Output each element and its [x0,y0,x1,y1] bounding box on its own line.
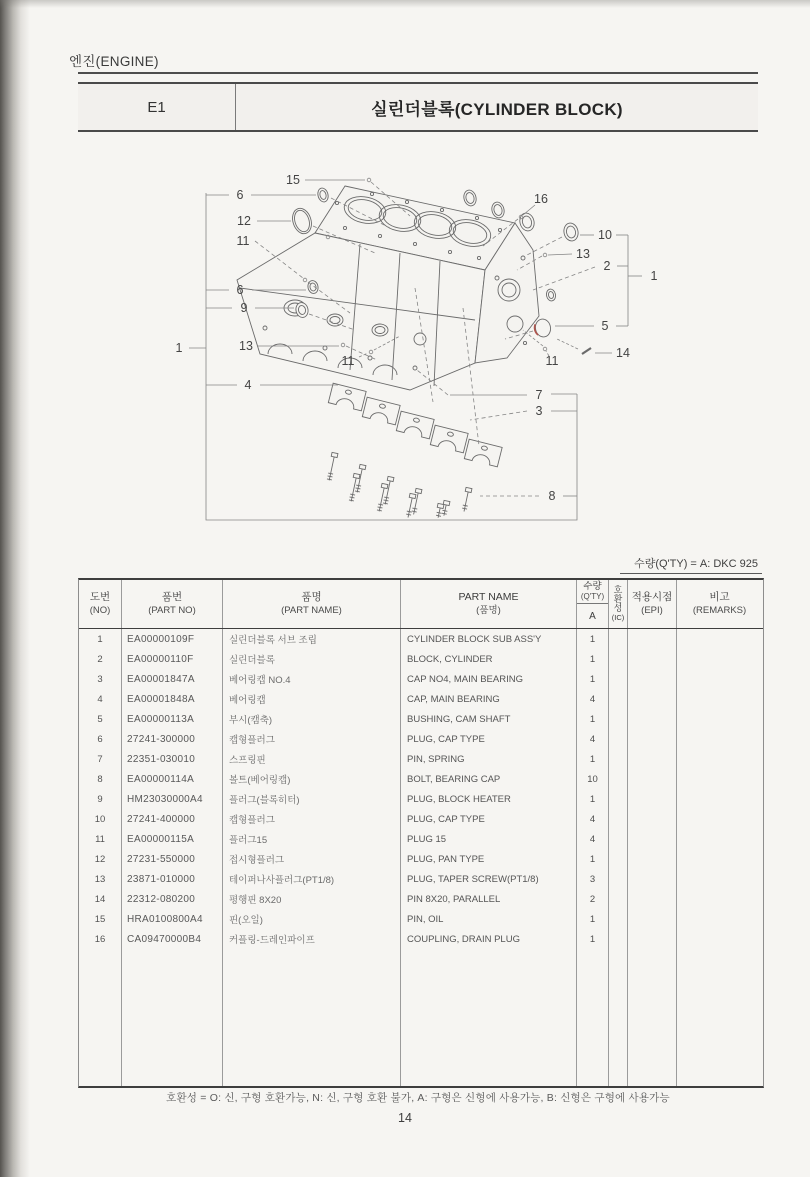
cell-name_en: PIN, SPRING [401,749,577,769]
callout-label: 7 [535,388,543,402]
cell-ic [609,749,628,769]
cell-qty: 1 [577,749,609,769]
callout-label: 16 [534,192,548,206]
cell-qty: 4 [577,829,609,849]
cell-part_no: 23871-010000 [122,869,223,889]
callout-label: 1 [175,341,183,355]
table-row [79,889,763,909]
table-row [79,789,763,809]
qty-subcolumn-a: A [589,610,596,622]
cell-epi [628,849,677,869]
table-row [79,669,763,689]
callout-label: 1 [650,269,658,283]
cell-no: 13 [79,869,122,889]
cap-bolts [326,452,472,518]
cell-name_en: PLUG, PAN TYPE [401,849,577,869]
cell-ic [609,849,628,869]
cell-name_ko: 플러그(블록히터) [223,789,401,809]
cell-ic [609,629,628,649]
cell-remarks [677,689,762,709]
cell-no: 7 [79,749,122,769]
cell-ic [609,709,628,729]
callout-label: 11 [545,354,559,368]
cell-no: 15 [79,909,122,929]
table-row [79,649,763,669]
cell-no: 3 [79,669,122,689]
table-header-row [79,580,763,629]
cell-epi [628,629,677,649]
table-row [79,869,763,889]
cell-remarks [677,769,762,789]
cell-name_ko: 캡형플러그 [223,729,401,749]
callout-label: 14 [616,346,630,360]
cell-no: 2 [79,649,122,669]
table-row [79,709,763,729]
table-row [79,749,763,769]
cell-epi [628,689,677,709]
cell-epi [628,749,677,769]
cell-no: 14 [79,889,122,909]
cell-epi [628,889,677,909]
cell-no: 11 [79,829,122,849]
cell-ic [609,869,628,889]
cell-qty: 1 [577,789,609,809]
cell-ic [609,789,628,809]
table-row [79,689,763,709]
cell-qty: 2 [577,889,609,909]
cell-epi [628,709,677,729]
cell-epi [628,649,677,669]
cell-remarks [677,909,762,929]
cell-name_ko: 베어링캡 [223,689,401,709]
callout-label: 9 [240,301,248,315]
cell-name_en: BOLT, BEARING CAP [401,769,577,789]
callout-label: 3 [535,404,543,418]
cell-name_ko: 테이퍼나사플러그(PT1/8) [223,869,401,889]
cell-name_ko: 플러그15 [223,829,401,849]
cell-no: 4 [79,689,122,709]
engine-block-drawing [237,186,539,390]
cell-name_en: COUPLING, DRAIN PLUG [401,929,577,949]
cell-qty: 1 [577,929,609,949]
callout-label: 6 [236,283,244,297]
callout-label: 15 [286,173,300,187]
cell-remarks [677,789,762,809]
page-number: 14 [398,1111,412,1125]
cell-epi [628,829,677,849]
cell-name_ko: 접시형플러그 [223,849,401,869]
cell-no: 6 [79,729,122,749]
callout-label: 11 [236,234,250,248]
cell-name_en: CAP, MAIN BEARING [401,689,577,709]
cell-name_en: PLUG, TAPER SCREW(PT1/8) [401,869,577,889]
cell-ic [609,889,628,909]
cell-no: 1 [79,629,122,649]
callout-label: 13 [239,339,253,353]
cell-name_en: BUSHING, CAM SHAFT [401,709,577,729]
cell-epi [628,809,677,829]
cell-ic [609,669,628,689]
scan-shadow [0,0,810,8]
cell-name_ko: 캡형플러그 [223,809,401,829]
cell-name_en: PIN, OIL [401,909,577,929]
cell-remarks [677,629,762,649]
callout-label: 12 [237,214,251,228]
bearing-caps [328,383,502,467]
table-row [79,629,763,649]
column-header-partno: 품번 (PART NO) [122,580,223,628]
cell-part_no: EA00001848A [122,689,223,709]
callout-label: 4 [244,378,252,392]
table-row [79,849,763,869]
cell-part_no: 22312-080200 [122,889,223,909]
callout-label: 5 [601,319,609,333]
cell-ic [609,689,628,709]
cell-no: 8 [79,769,122,789]
callout-label: 8 [548,489,556,503]
callout-label: 10 [598,228,612,242]
binding-shadow [0,0,30,1177]
cell-part_no: 27231-550000 [122,849,223,869]
cell-qty: 4 [577,809,609,829]
column-header-no: 도번 (NO) [79,580,122,628]
cell-epi [628,789,677,809]
cell-ic [609,809,628,829]
cell-part_no: EA00000113A [122,709,223,729]
cell-name_ko: 커플링-드레인파이프 [223,929,401,949]
cell-part_no: EA00000109F [122,629,223,649]
cell-name_ko: 평행핀 8X20 [223,889,401,909]
cell-epi [628,909,677,929]
table-row [79,769,763,789]
cell-name_ko: 베어링캡 NO.4 [223,669,401,689]
table-row [79,809,763,829]
cell-remarks [677,749,762,769]
table-row [79,929,763,949]
cell-name_en: PLUG, BLOCK HEATER [401,789,577,809]
cell-part_no: HRA0100800A4 [122,909,223,929]
cell-name_ko: 실린더블록 [223,649,401,669]
cell-epi [628,869,677,889]
cell-name_en: PLUG 15 [401,829,577,849]
footer-note: 호환성 = O: 신, 구형 호환가능, N: 신, 구형 호환 불가, A: 구형은 신형에 사용가능, B: 신형은 구형에 사용가능 [166,1092,670,1104]
cell-ic [609,769,628,789]
cell-remarks [677,869,762,889]
cell-ic [609,829,628,849]
cell-name_en: CYLINDER BLOCK SUB ASS'Y [401,629,577,649]
cell-no: 12 [79,849,122,869]
cell-name_en: PIN 8X20, PARALLEL [401,889,577,909]
cell-remarks [677,889,762,909]
cell-qty: 4 [577,689,609,709]
cell-remarks [677,929,762,949]
cell-name_en: PLUG, CAP TYPE [401,809,577,829]
cell-part_no: EA00000115A [122,829,223,849]
section-code: E1 [78,84,236,130]
cell-qty: 1 [577,849,609,869]
table-row [79,729,763,749]
cell-ic [609,909,628,929]
cell-remarks [677,809,762,829]
section-title-bar [78,82,758,132]
callout-label: 2 [603,259,611,273]
cell-qty: 1 [577,649,609,669]
column-header-qty: 수량 (Q'TY) A [577,580,609,628]
cell-no: 16 [79,929,122,949]
cell-ic [609,649,628,669]
cell-ic [609,729,628,749]
cell-no: 5 [79,709,122,729]
column-header-remarks: 비고 (REMARKS) [692,591,747,616]
parts-diagram [165,158,670,555]
cell-qty: 4 [577,729,609,749]
cell-remarks [677,709,762,729]
cell-qty: 10 [577,769,609,789]
column-header-name-ko: 품명 (PART NAME) [223,580,401,628]
column-header-name-en: PART NAME (품명) [401,580,577,628]
cell-epi [628,769,677,789]
cell-epi [628,729,677,749]
callout-label: 13 [576,247,590,261]
callout-label: 11 [341,354,355,368]
cell-part_no: 22351-030010 [122,749,223,769]
qty-note: 수량(Q'TY) = A: DKC 925 [620,555,762,574]
cell-name_en: PLUG, CAP TYPE [401,729,577,749]
cell-qty: 1 [577,629,609,649]
callout-label: 6 [236,188,244,202]
table-empty-filler [79,949,763,1086]
cell-part_no: EA00000114A [122,769,223,789]
cell-name_ko: 스프링핀 [223,749,401,769]
table-body [79,629,763,949]
cell-epi [628,669,677,689]
cell-no: 9 [79,789,122,809]
cell-name_ko: 실린더블록 서브 조립 [223,629,401,649]
column-header-epi: 적용시점 (EPI) [628,580,677,628]
cell-name_en: BLOCK, CYLINDER [401,649,577,669]
exploded-view-drawing [165,158,670,555]
cell-part_no: 27241-400000 [122,809,223,829]
cell-part_no: EA00001847A [122,669,223,689]
cell-remarks [677,649,762,669]
cell-part_no: CA09470000B4 [122,929,223,949]
cell-remarks [677,669,762,689]
cell-qty: 1 [577,669,609,689]
cell-name_ko: 부시(캠축) [223,709,401,729]
cell-epi [628,929,677,949]
header-rule [78,72,758,74]
column-header-ic: 호환성 (IC) [609,580,628,628]
table-row [79,829,763,849]
cell-name_ko: 볼트(베어링캡) [223,769,401,789]
cell-part_no: HM23030000A4 [122,789,223,809]
cell-remarks [677,729,762,749]
chapter-label: 엔진(ENGINE) [69,54,159,69]
cell-name_ko: 핀(오일) [223,909,401,929]
cell-ic [609,929,628,949]
cell-part_no: EA00000110F [122,649,223,669]
parts-table [78,578,764,1088]
cell-qty: 1 [577,909,609,929]
cell-remarks [677,849,762,869]
cell-qty: 1 [577,709,609,729]
cell-name_en: CAP NO4, MAIN BEARING [401,669,577,689]
cell-qty: 3 [577,869,609,889]
table-row [79,909,763,929]
cell-no: 10 [79,809,122,829]
section-title: 실린더블록(CYLINDER BLOCK) [371,99,623,119]
cell-remarks [677,829,762,849]
cell-part_no: 27241-300000 [122,729,223,749]
